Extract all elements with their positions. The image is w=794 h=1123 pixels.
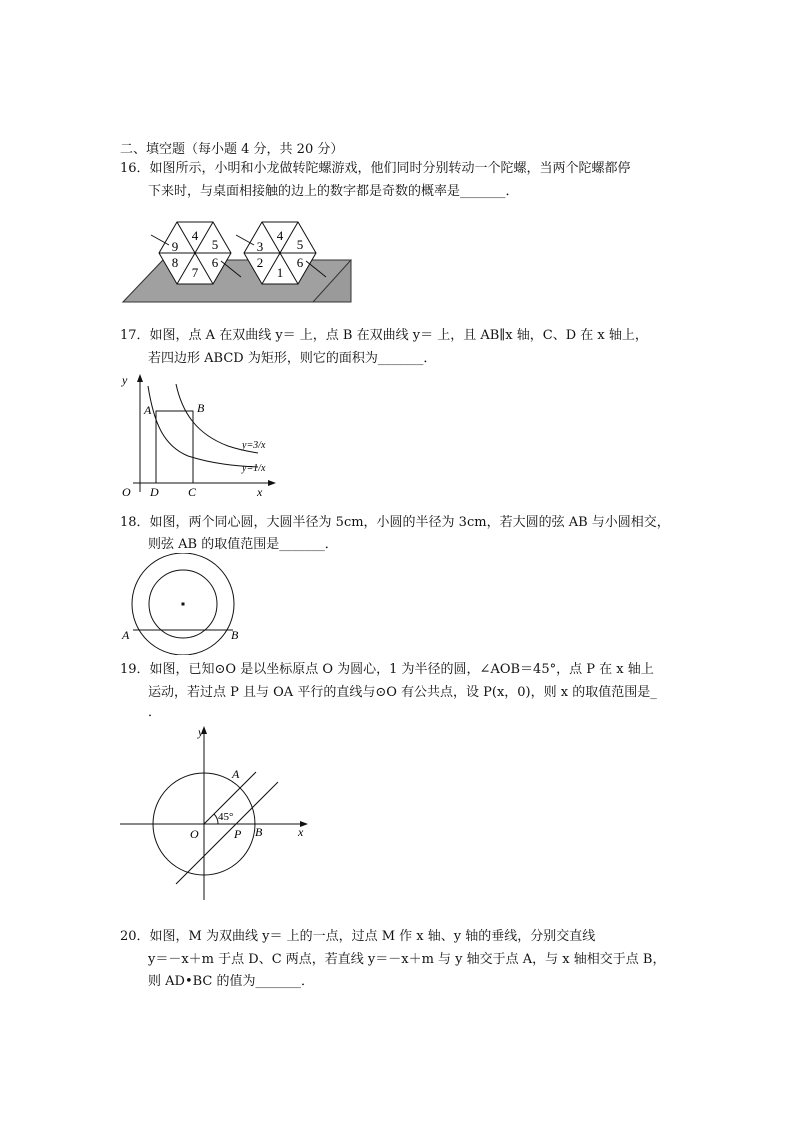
top2-num-5: 1 bbox=[276, 265, 284, 280]
section-title: 二、填空题（每小题 4 分，共 20 分） bbox=[120, 142, 344, 157]
q18-line2: 则弦 AB 的取值范围是_______． bbox=[148, 537, 338, 552]
top1-num-4: 8 bbox=[171, 255, 179, 270]
label-c: C bbox=[188, 485, 197, 499]
top2-num-4: 2 bbox=[256, 255, 264, 270]
q20-line3: 则 AD•BC 的值为_______． bbox=[148, 974, 314, 989]
label-y: y bbox=[122, 373, 128, 387]
q20-line2: y＝－x＋m 于点 D、C 两点，若直线 y＝－x＋m 与 y 轴交于点 A，与 x 轴相交于点 B， bbox=[148, 952, 666, 967]
label-p: P bbox=[234, 827, 242, 841]
top1-num-3: 5 bbox=[211, 237, 219, 252]
q19-line1: 19．如图，已知⊙O 是以坐标原点 O 为圆心，1 为半径的圆，∠AOB＝45°，点 P 在 x 轴上 bbox=[120, 662, 654, 677]
label-angle: 45° bbox=[218, 811, 234, 823]
label-b: B bbox=[231, 628, 239, 642]
label-x: x bbox=[298, 825, 304, 839]
q18-line1: 18．如图，两个同心圆，大圆半径为 5cm，小圆的半径为 3cm，若大圆的弦 AB 与小圆相交， bbox=[120, 515, 670, 530]
q16-line2: 下来时，与桌面相接触的边上的数字都是奇数的概率是_______． bbox=[148, 184, 519, 199]
label-y: y bbox=[198, 725, 204, 739]
rectangle-abcd bbox=[156, 411, 193, 483]
top2-num-2: 4 bbox=[276, 228, 284, 243]
q16-line1: 16．如图所示，小明和小龙做转陀螺游戏，他们同时分别转动一个陀螺，当两个陀螺都停 bbox=[120, 161, 631, 176]
top1-num-1: 9 bbox=[171, 239, 179, 254]
top1-num-5: 7 bbox=[191, 265, 199, 280]
label-a: A bbox=[122, 628, 130, 642]
top1-num-6: 6 bbox=[211, 255, 219, 270]
q17-hyperbola-figure bbox=[118, 372, 288, 504]
y-arrow-icon bbox=[137, 374, 143, 382]
q20-line1: 20．如图，M 为双曲线 y＝ 上的一点，过点 M 作 x 轴、y 轴的垂线，分别交直线 bbox=[120, 929, 596, 944]
x-arrow-icon bbox=[268, 480, 276, 486]
label-o: O bbox=[122, 485, 131, 499]
q18-concentric-circles-figure bbox=[118, 553, 248, 655]
top2-num-6: 6 bbox=[296, 255, 304, 270]
q17-line1: 17．如图，点 A 在双曲线 y＝ 上，点 B 在双曲线 y＝ 上，且 AB∥x 轴，C、D 在 x 轴上， bbox=[120, 328, 648, 343]
top2-num-3: 5 bbox=[296, 237, 304, 252]
label-x: x bbox=[257, 485, 263, 499]
label-a: A bbox=[232, 767, 240, 781]
label-curve-3-over-x: y=3/x bbox=[242, 440, 266, 451]
q16-spinning-tops-figure bbox=[118, 215, 358, 307]
curve-1-over-x bbox=[148, 386, 258, 467]
q19-circle-coordinate-figure bbox=[118, 722, 316, 902]
top2-num-1: 3 bbox=[256, 239, 264, 254]
label-b: B bbox=[197, 401, 205, 415]
q19-line3: ． bbox=[148, 705, 162, 720]
label-d: D bbox=[150, 485, 159, 499]
label-a: A bbox=[144, 403, 152, 417]
center-dot bbox=[182, 603, 185, 606]
label-o: O bbox=[190, 827, 199, 841]
table-surface-top bbox=[123, 260, 351, 302]
label-curve-1-over-x: y=1/x bbox=[242, 463, 266, 474]
label-b: B bbox=[255, 825, 263, 839]
q19-line2: 运动，若过点 P 且与 OA 平行的直线与⊙O 有公共点，设 P(x，0)，则 x 的取值范围是_ bbox=[148, 685, 657, 700]
q17-line2: 若四边形 ABCD 为矩形，则它的面积为_______． bbox=[148, 351, 437, 366]
top1-num-2: 4 bbox=[191, 228, 199, 243]
